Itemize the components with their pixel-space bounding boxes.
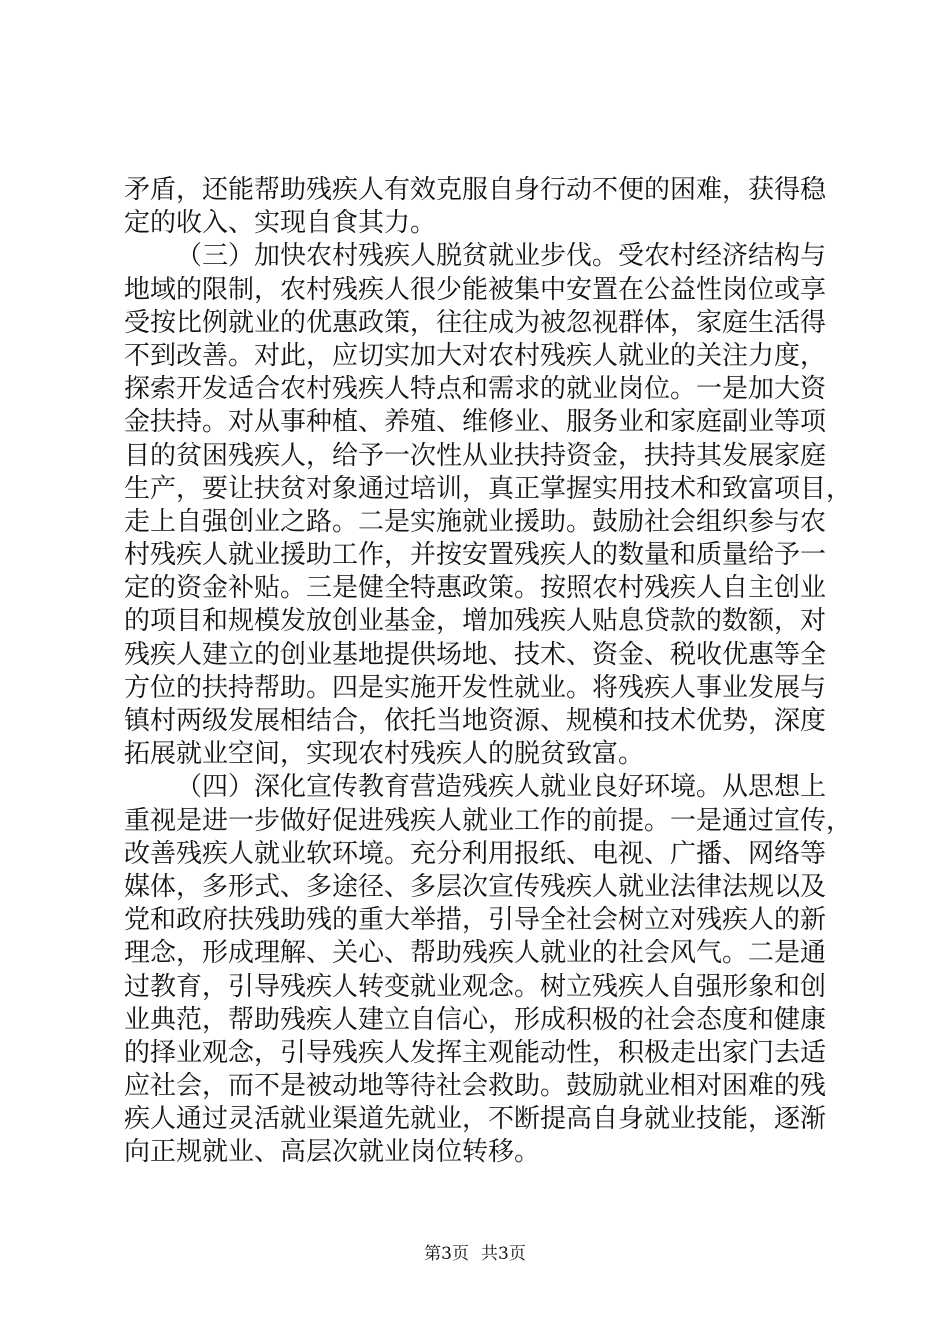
text-line: 村残疾人就业援助工作，并按安置残疾人的数量和质量给予一 bbox=[124, 540, 827, 571]
text-line: 改善残疾人就业软环境。充分利用报纸、电视、广播、网络等 bbox=[124, 838, 827, 869]
text-line: 地域的限制，农村残疾人很少能被集中安置在公益性岗位或享 bbox=[124, 274, 827, 305]
text-line: 矛盾，还能帮助残疾人有效克服自身行动不便的困难，获得稳 bbox=[124, 175, 827, 205]
text-line: 探索开发适合农村残疾人特点和需求的就业岗位。一是加大资 bbox=[124, 374, 827, 405]
text-line: 定的资金补贴。三是健全特惠政策。按照农村残疾人自主创业 bbox=[124, 573, 827, 604]
text-line: 应社会，而不是被动地等待社会救助。鼓励就业相对困难的残 bbox=[124, 1071, 827, 1102]
text-line: 方位的扶持帮助。四是实施开发性就业。将残疾人事业发展与 bbox=[124, 672, 827, 703]
text-line: 向正规就业、高层次就业岗位转移。 bbox=[124, 1137, 541, 1168]
page-total: 共3页 bbox=[481, 1244, 526, 1264]
text-line: 理念，形成理解、关心、帮助残疾人就业的社会风气。二是通 bbox=[124, 938, 827, 969]
paragraph-start-line: （三）加快农村残疾人脱贫就业步伐。受农村经济结构与 bbox=[176, 241, 827, 272]
text-line: 金扶持。对从事种植、养殖、维修业、服务业和家庭副业等项 bbox=[124, 407, 827, 438]
text-line: 目的贫困残疾人，给予一次性从业扶持资金，扶持其发展家庭 bbox=[124, 440, 827, 471]
paragraph-start-line: （四）深化宣传教育营造残疾人就业良好环境。从思想上 bbox=[176, 772, 827, 803]
document-body bbox=[124, 174, 853, 1170]
text-line: 疾人通过灵活就业渠道先就业，不断提高自身就业技能，逐渐 bbox=[124, 1104, 827, 1135]
text-line: 受按比例就业的优惠政策，往往成为被忽视群体，家庭生活得 bbox=[124, 307, 827, 338]
text-line: 定的收入、实现自食其力。 bbox=[124, 208, 437, 239]
text-line: 镇村两级发展相结合，依托当地资源、规模和技术优势，深度 bbox=[124, 706, 827, 736]
text-line: 的项目和规模发放创业基金，增加残疾人贴息贷款的数额，对 bbox=[124, 606, 827, 637]
text-line: 过教育，引导残疾人转变就业观念。树立残疾人自强形象和创 bbox=[124, 971, 827, 1002]
text-line: 业典范，帮助残疾人建立自信心，形成积极的社会态度和健康 bbox=[124, 1004, 827, 1035]
text-line: 生产，要让扶贫对象通过培训，真正掌握实用技术和致富项目， bbox=[124, 473, 853, 504]
text-line: 媒体，多形式、多途径、多层次宣传残疾人就业法律法规以及 bbox=[124, 871, 827, 902]
text-line: 不到改善。对此，应切实加大对农村残疾人就业的关注力度， bbox=[124, 340, 827, 371]
text-line: 的择业观念，引导残疾人发挥主观能动性，积极走出家门去适 bbox=[124, 1037, 827, 1068]
text-line: 走上自强创业之路。二是实施就业援助。鼓励社会组织参与农 bbox=[124, 506, 827, 537]
text-line: 党和政府扶残助残的重大举措，引导全社会树立对残疾人的新 bbox=[124, 905, 827, 936]
page-footer bbox=[0, 1243, 950, 1265]
text-line: 残疾人建立的创业基地提供场地、技术、资金、税收优惠等全 bbox=[124, 639, 827, 670]
text-line: 拓展就业空间，实现农村残疾人的脱贫致富。 bbox=[124, 739, 645, 770]
text-line: 重视是进一步做好促进残疾人就业工作的前提。一是通过宣传， bbox=[124, 805, 853, 836]
page-number: 第3页 bbox=[424, 1244, 469, 1264]
